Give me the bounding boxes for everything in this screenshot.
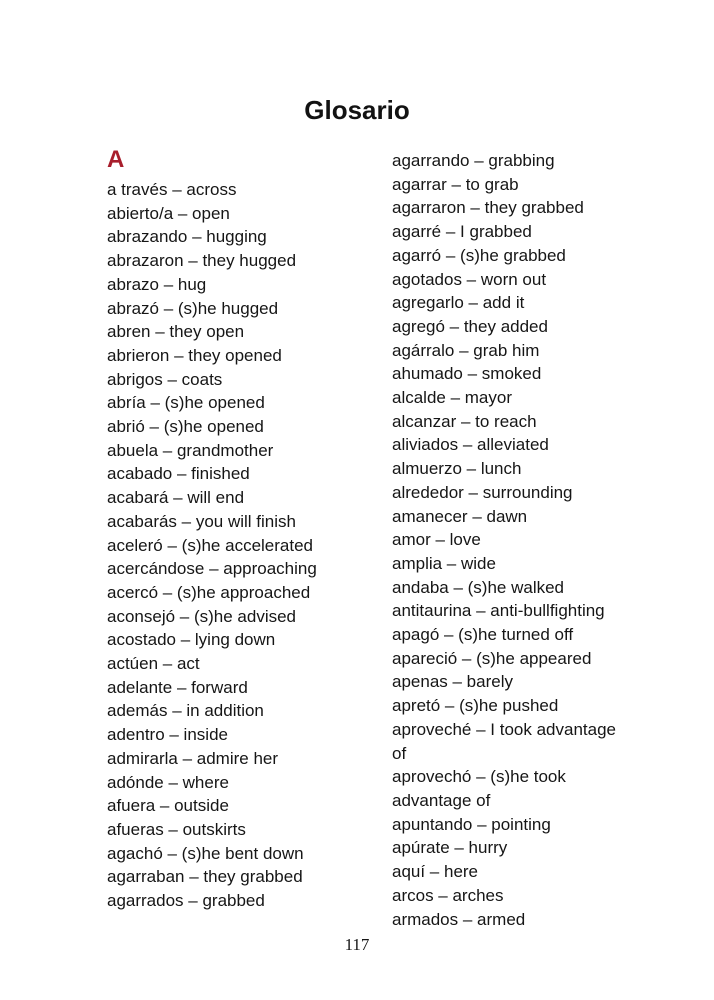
glossary-entry-line: arcos – arches	[392, 885, 504, 905]
glossary-entry-line: actúen – act	[107, 654, 200, 674]
glossary-column-right	[392, 149, 682, 931]
glossary-entry-line: abría – (s)he opened	[107, 393, 265, 413]
glossary-entry-line: adelante – forward	[107, 677, 248, 697]
glossary-entry-line: abuela – grandmother	[107, 440, 274, 460]
glossary-entry-line: aceleró – (s)he accelerated	[107, 535, 314, 555]
glossary-entry-line: acercándose – approaching	[107, 559, 317, 579]
glossary-entry-line: agregó – they added	[392, 316, 548, 336]
glossary-entry-line: afuera – outside	[107, 796, 229, 816]
glossary-entry-line: abrigos – coats	[107, 369, 223, 389]
glossary-entry-line: afueras – outskirts	[107, 819, 246, 839]
glossary-entry-line: apuntando – pointing	[392, 814, 551, 834]
glossary-entry-line: acabarás – you will finish	[107, 511, 296, 531]
glossary-entry-line: abierto/a – open	[107, 203, 230, 223]
glossary-entry-line: apagó – (s)he turned off	[392, 625, 574, 645]
glossary-entry-line: apretó – (s)he pushed	[392, 696, 559, 716]
glossary-entry-line: abrazó – (s)he hugged	[107, 298, 279, 318]
glossary-entry-line: agarrados – grabbed	[107, 891, 265, 911]
glossary-entry-line: agotados – worn out	[392, 269, 547, 289]
glossary-entry-line: alrededor – surrounding	[392, 482, 573, 502]
glossary-entry-line: abrió – (s)he opened	[107, 417, 264, 437]
glossary-entry-line: además – in addition	[107, 701, 264, 721]
glossary-entry-line: alcanzar – to reach	[392, 411, 537, 431]
glossary-entry-line: a través – across	[107, 180, 237, 199]
section-letter-heading: A	[107, 146, 125, 173]
glossary-entry-line: almuerzo – lunch	[392, 459, 522, 479]
glossary-entry-line: amor – love	[392, 530, 481, 550]
glossary-entry-line: agarraron – they grabbed	[392, 198, 584, 218]
glossary-entry-line: agachó – (s)he bent down	[107, 843, 304, 863]
glossary-entry-line: armados – armed	[392, 909, 526, 929]
glossary-entry-line: agárralo – grab him	[392, 340, 540, 360]
glossary-entry-line: acabará – will end	[107, 488, 245, 508]
glossary-column-left	[107, 144, 387, 913]
glossary-entry-line: apareció – (s)he appeared	[392, 648, 592, 668]
glossary-entry-line: agarré – I grabbed	[392, 222, 532, 242]
glossary-entry-line: agarrando – grabbing	[392, 151, 555, 170]
glossary-entry-line: amanecer – dawn	[392, 506, 528, 526]
glossary-entry-line: amplia – wide	[392, 553, 496, 573]
page-number: 117	[344, 935, 370, 954]
glossary-entry-line: abrazaron – they hugged	[107, 251, 297, 271]
glossary-entry-line: abren – they open	[107, 322, 245, 342]
glossary-entry-line: advantage of	[392, 790, 491, 810]
page-title: Glosario	[304, 95, 410, 125]
glossary-entry-line: alcalde – mayor	[392, 388, 513, 408]
glossary-entry-line: aprovechó – (s)he took	[392, 767, 566, 787]
glossary-entry-line: acercó – (s)he approached	[107, 582, 311, 602]
glossary-entries-right	[392, 149, 682, 931]
glossary-entry-line: aliviados – alleviated	[392, 435, 549, 455]
glossary-entry-line: of	[392, 743, 407, 763]
glossary-entry-line: apenas – barely	[392, 672, 513, 692]
glossary-entry-line: aproveché – I took advantage	[392, 719, 616, 739]
glossary-entry-line: abrazando – hugging	[107, 227, 267, 247]
glossary-entry-line: abrieron – they opened	[107, 345, 282, 365]
glossary-entry-line: agregarlo – add it	[392, 293, 525, 313]
glossary-entry-line: abrazo – hug	[107, 274, 207, 294]
glossary-entry-line: acabado – finished	[107, 464, 250, 484]
glossary-entry-line: admirarla – admire her	[107, 748, 279, 768]
glossary-entry-line: adónde – where	[107, 772, 229, 792]
glossary-entry-line: apúrate – hurry	[392, 838, 508, 858]
glossary-entry-line: aconsejó – (s)he advised	[107, 606, 297, 626]
glossary-entry-line: agarraban – they grabbed	[107, 867, 303, 887]
glossary-entry-line: aquí – here	[392, 862, 479, 882]
glossary-entries-left	[107, 178, 387, 913]
glossary-entry-line: ahumado – smoked	[392, 364, 542, 384]
glossary-entry-line: adentro – inside	[107, 725, 228, 745]
glossary-entry-line: agarrar – to grab	[392, 174, 519, 194]
glossary-entry-line: antitaurina – anti-bullfighting	[392, 601, 605, 621]
glossary-entry-line: andaba – (s)he walked	[392, 577, 565, 597]
glossary-entry-line: agarró – (s)he grabbed	[392, 245, 566, 265]
glossary-entry-line: acostado – lying down	[107, 630, 276, 650]
